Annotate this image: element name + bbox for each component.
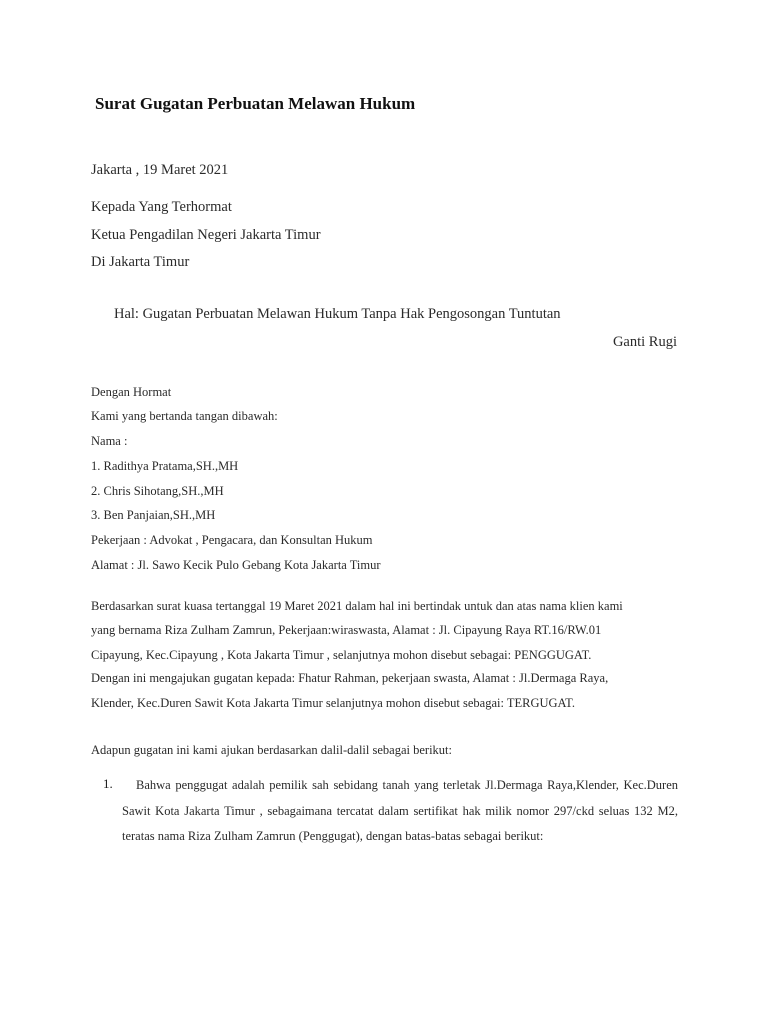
salutation: Dengan Hormat: [91, 385, 172, 399]
occupation-line: Pekerjaan : Advokat , Pengacara, dan Konsultan Hukum: [91, 533, 373, 547]
recipient-line-2: Ketua Pengadilan Negeri Jakarta Timur: [91, 227, 321, 243]
subject-line: Hal: Gugatan Perbuatan Melawan Hukum Tanpa Hak Pengosongan Tuntutan: [114, 306, 561, 322]
basis-line-1: Berdasarkan surat kuasa tertanggal 19 Maret 2021 dalam hal ini bertindak untuk dan atas nama klien kami: [91, 599, 623, 613]
basis-line-5: Klender, Kec.Duren Sawit Kota Jakarta Timur selanjutnya mohon disebut sebagai: TERGUGAT.: [91, 696, 576, 710]
name-item-2: 2. Chris Sihotang,SH.,MH: [91, 484, 224, 498]
address-line: Alamat : Jl. Sawo Kecik Pulo Gebang Kota Jakarta Timur: [91, 558, 381, 572]
recipient-line-1: Kepada Yang Terhormat: [91, 199, 232, 215]
subject-line-continued: Ganti Rugi: [612, 334, 677, 350]
recipient-line-3: Di Jakarta Timur: [91, 254, 190, 270]
name-item-1: 1. Radithya Pratama,SH.,MH: [91, 459, 239, 473]
intro-text: Kami yang bertanda tangan dibawah:: [91, 409, 278, 423]
name-label: Nama :: [91, 434, 128, 448]
name-item-3: 3. Ben Panjaian,SH.,MH: [91, 508, 216, 522]
basis-line-4: Dengan ini mengajukan gugatan kepada: Fhatur Rahman, pekerjaan swasta, Alamat : Jl.Dermaga Raya,: [91, 671, 609, 685]
document-title: Surat Gugatan Perbuatan Melawan Hukum: [95, 94, 416, 113]
point-1-text: Bahwa penggugat adalah pemilik sah sebidang tanah yang terletak Jl.Dermaga Raya,Klender, Kec.Duren Sawit Kota Jakarta Timur , sebagaimana tercatat dalam sertifikat hak milik nomor 297/ckd seluas 132 M2, teratas nama Riza Zulham Zamrun (Penggugat), dengan batas-batas sebagai berikut:: [122, 778, 678, 843]
basis-line-2: yang bernama Riza Zulham Zamrun, Pekerjaan:wiraswasta, Alamat : Jl. Cipayung Raya RT.16/RW.01: [91, 623, 602, 637]
place-date: Jakarta , 19 Maret 2021: [91, 162, 229, 178]
basis-line-3: Cipayung, Kec.Cipayung , Kota Jakarta Timur , selanjutnya mohon disebut sebagai: PENGGUGAT.: [91, 648, 592, 662]
arguments-intro: Adapun gugatan ini kami ajukan berdasarkan dalil-dalil sebagai berikut:: [91, 743, 452, 757]
point-1-paragraph: [122, 773, 678, 850]
point-1-number: 1.: [103, 776, 113, 791]
